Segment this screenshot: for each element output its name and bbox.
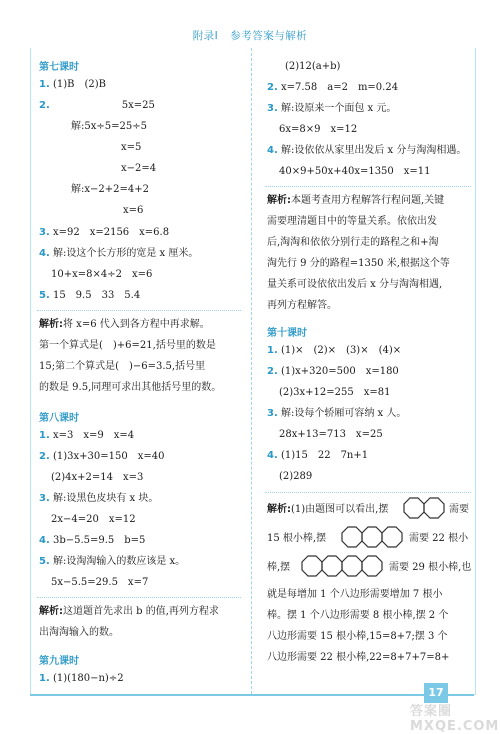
answer-2-step5: x=6 [123, 205, 144, 216]
note-divider-4 [265, 492, 471, 493]
octagon-triple-figure [341, 525, 405, 549]
section-heading-9: 第九课时 [39, 656, 79, 667]
appendix-label: 附录Ⅰ [192, 30, 219, 42]
answer-10-2: 2. (1)x+320=500 x=180 [267, 366, 399, 377]
answer-2-step3: x−2=4 [121, 163, 157, 174]
analysis-note-3-line3: 后,淘淘和依依分别行走的路程之和+淘 [267, 237, 439, 248]
answer-8-5: 5. 解:设淘淘输入的数应该是 x。 [39, 556, 186, 567]
analysis-note-2: 解析:这道题首先求出 b 的值,再列方程求 [39, 606, 219, 617]
section-heading-10: 第十课时 [267, 328, 307, 339]
answer-8-3b: 2x−4=20 x=12 [51, 514, 136, 525]
answer-8-4: 4. 3b−5.5=9.5 b=5 [39, 535, 146, 546]
analysis-note-4-line2b: 需要 22 根小 [409, 533, 469, 544]
right-column [259, 48, 475, 694]
analysis-note-4-needs: 需要 [449, 504, 469, 515]
answer-9-2: 2. x=7.58 a=2 m=0.24 [267, 82, 399, 93]
analysis-note-1: 解析:将 x=6 代入到各方程中再求解。 [39, 319, 210, 330]
analysis-note-4-line6: 八边形需要 15 根小棒,15=8+7;摆 3 个 [267, 631, 448, 642]
note-divider-2 [37, 597, 241, 598]
answer-2-step2: x=5 [121, 142, 142, 153]
analysis-note-4-line7: 八边形需要 22 根小棒,22=8+7+7=8+ [267, 652, 450, 663]
column-divider [251, 48, 252, 694]
note-divider [37, 310, 241, 311]
note-divider-3 [265, 186, 471, 187]
footer-rule [30, 694, 474, 696]
answer-8-2b: (2)4x+2=14 x=3 [51, 472, 144, 483]
octagon-pair-figure [403, 496, 447, 520]
answer-10-4b: (2)289 [279, 471, 313, 482]
answer-8-3: 3. 解:设黑色皮块有 x 块。 [39, 493, 159, 504]
answer-10-4: 4. (1)15 22 7n+1 [267, 450, 369, 461]
answer-4: 4. 解:设这个长方形的宽是 x 厘米。 [39, 248, 199, 259]
answer-8-1: 1. x=3 x=9 x=4 [39, 430, 135, 441]
page-header [0, 28, 500, 43]
answer-10-1: 1. (1)× (2)× (3)× (4)× [267, 345, 402, 356]
analysis-note-1-line3: 15;第二个算式是( )−6=3.5,括号里 [39, 361, 206, 372]
section-heading-8: 第八课时 [39, 413, 79, 424]
analysis-note-3-line5: 量关系可设依依出发后 x 分与淘淘相遇, [267, 279, 443, 290]
analysis-note-2-line2: 出淘淘输入的数。 [39, 627, 119, 638]
analysis-note-4: 解析:(1)由题图可以看出,摆 [267, 504, 389, 515]
analysis-note-4-line3b: 需要 29 根小棒,也 [389, 562, 472, 573]
analysis-note-4-line5: 棒。摆 1 个八边形需要 8 根小棒,摆 2 个 [267, 610, 449, 621]
octagon-quad-figure [301, 554, 385, 578]
answer-5: 5. 15 9.5 33 5.4 [39, 290, 141, 301]
content-frame [30, 48, 476, 695]
analysis-note-4-line2a: 15 根小棒,摆 [267, 533, 327, 544]
section-heading-7: 第七课时 [39, 62, 79, 73]
watermark-logo: 答案圈 MXQE.COM [410, 704, 500, 734]
answer-2-step4: 解:x−2+2=4+2 [71, 184, 149, 195]
answer-4-eq: 10+x=8×4÷2 x=6 [51, 269, 153, 280]
answer-8-2: 2. (1)3x+30=150 x=40 [39, 451, 165, 462]
answer-1: 1. (1)B (2)B [39, 79, 106, 90]
analysis-note-3: 解析:本题考查用方程解答行程问题,关键 [267, 195, 445, 206]
answer-9-1b: (2)12(a+b) [285, 61, 341, 72]
analysis-note-4-line3a: 棒,摆 [267, 562, 291, 573]
answer-2-step1: 解:5x÷5=25÷5 [71, 121, 147, 132]
page-number: 17 [424, 683, 448, 703]
header-title: 参考答案与解析 [230, 30, 308, 42]
answer-8-5b: 5x−5.5=29.5 x=7 [51, 577, 149, 588]
answer-9-1: 1. (1)(180−n)÷2 [39, 673, 124, 684]
answer-10-3b: 28x+13=713 x=25 [279, 429, 383, 440]
answer-9-3: 3. 解:设原来一个面包 x 元。 [267, 103, 397, 114]
left-column [31, 48, 245, 694]
answer-9-4: 4. 解:设依依从家里出发后 x 分与淘淘相遇。 [267, 145, 467, 156]
analysis-note-3-line2: 需要理清题目中的等量关系。依依出发 [267, 216, 437, 227]
answer-10-2b: (2)3x+12=255 x=81 [279, 387, 391, 398]
analysis-note-3-line4: 淘先行 9 分的路程=1350 米,根据这个等 [267, 258, 450, 269]
analysis-note-3-line6: 再列方程解答。 [267, 300, 337, 311]
analysis-note-1-line4: 的数是 9.5,同理可求出其他括号里的数。 [39, 382, 222, 393]
answer-10-3: 3. 解:设每个轿厢可容纳 x 人。 [267, 408, 407, 419]
answer-2: 2. 5x=25 [39, 100, 155, 111]
answer-9-4b: 40×9+50x+40x=1350 x=11 [279, 166, 431, 177]
analysis-note-4-line4: 就是每增加 1 个八边形需要增加 7 根小 [267, 589, 443, 600]
answer-9-3b: 6x=8×9 x=12 [279, 124, 358, 135]
analysis-note-1-line2: 第一个算式是( )+6=21,括号里的数是 [39, 340, 216, 351]
answer-3: 3. x=92 x=2156 x=6.8 [39, 227, 170, 238]
